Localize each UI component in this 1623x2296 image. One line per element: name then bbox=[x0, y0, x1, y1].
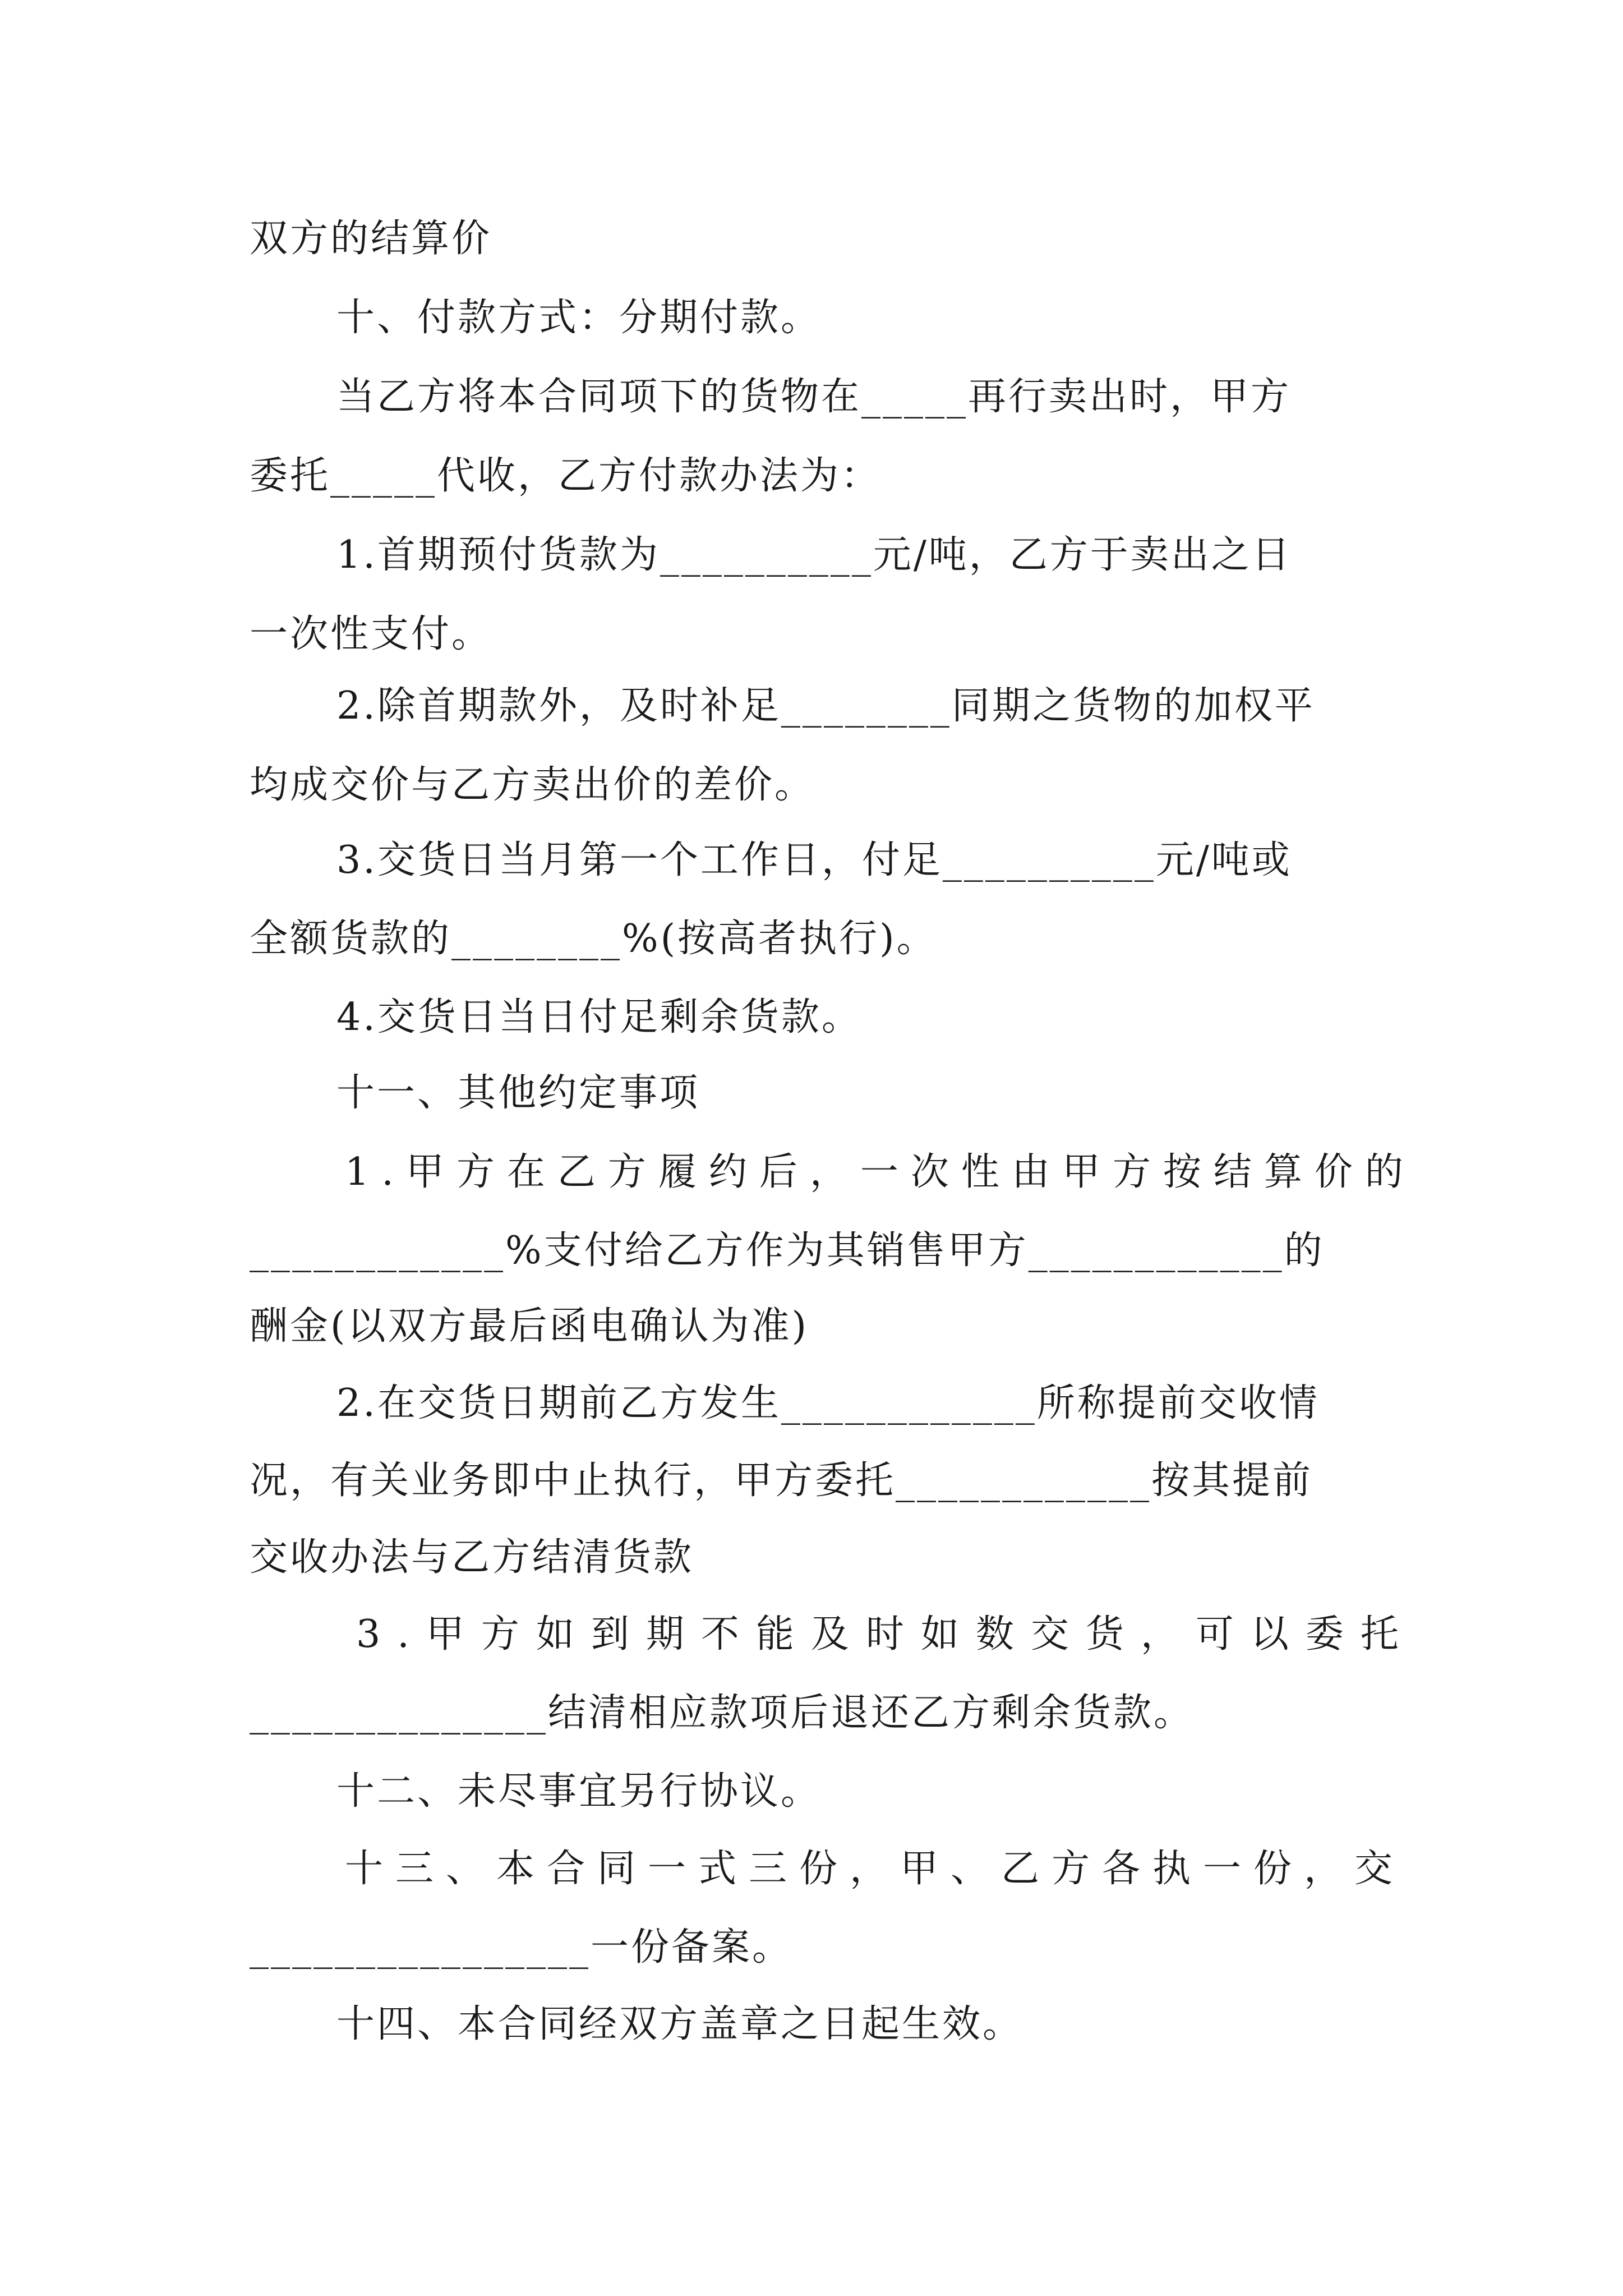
text-line: 4.交货日当日付足剩余货款。 bbox=[336, 995, 862, 1039]
text-line: ________________一份备案。 bbox=[250, 1925, 793, 1970]
text-line: 2.除首期款外，及时补足________同期之货物的加权平 bbox=[336, 684, 1315, 728]
text-line: 3.甲方如到期不能及时如数交货，可以委托 bbox=[356, 1612, 1415, 1657]
text-line: 1.首期预付货款为__________元/吨，乙方于卖出之日 bbox=[336, 533, 1292, 577]
text-line: 均成交价与乙方卖出价的差价。 bbox=[250, 763, 815, 807]
text-line: 一次性支付。 bbox=[250, 612, 492, 656]
text-line: 委托_____代收，乙方付款办法为： bbox=[250, 454, 882, 498]
text-line: 全额货款的________%(按高者执行)。 bbox=[250, 917, 937, 961]
text-line: 1.甲方在乙方履约后，一次性由甲方按结算价的 bbox=[345, 1150, 1415, 1194]
text-line: 酬金(以双方最后函电确认为准) bbox=[250, 1304, 809, 1349]
section-heading: 十一、其他约定事项 bbox=[336, 1071, 700, 1115]
text-line: 3.交货日当月第一个工作日，付足__________元/吨或 bbox=[336, 838, 1292, 882]
text-line: 交收办法与乙方结清货款 bbox=[250, 1535, 694, 1580]
text-line: ____________%支付给乙方作为其销售甲方____________的 bbox=[250, 1228, 1325, 1273]
text-line: 十四、本合同经双方盖章之日起生效。 bbox=[336, 2002, 1023, 2046]
text-line: 双方的结算价 bbox=[250, 217, 492, 261]
text-line: 十三、本合同一式三份，甲、乙方各执一份，交 bbox=[345, 1847, 1405, 1891]
text-line: 十、付款方式：分期付款。 bbox=[336, 296, 822, 340]
text-line: 十二、未尽事宜另行协议。 bbox=[336, 1769, 822, 1814]
text-line: 2.在交货日期前乙方发生____________所称提前交收情 bbox=[336, 1381, 1320, 1425]
text-line: 况，有关业务即中止执行，甲方委托____________按其提前 bbox=[250, 1458, 1313, 1503]
text-line: ______________结清相应款项后退还乙方剩余货款。 bbox=[250, 1691, 1195, 1735]
text-line: 当乙方将本合同项下的货物在_____再行卖出时，甲方 bbox=[336, 375, 1292, 419]
